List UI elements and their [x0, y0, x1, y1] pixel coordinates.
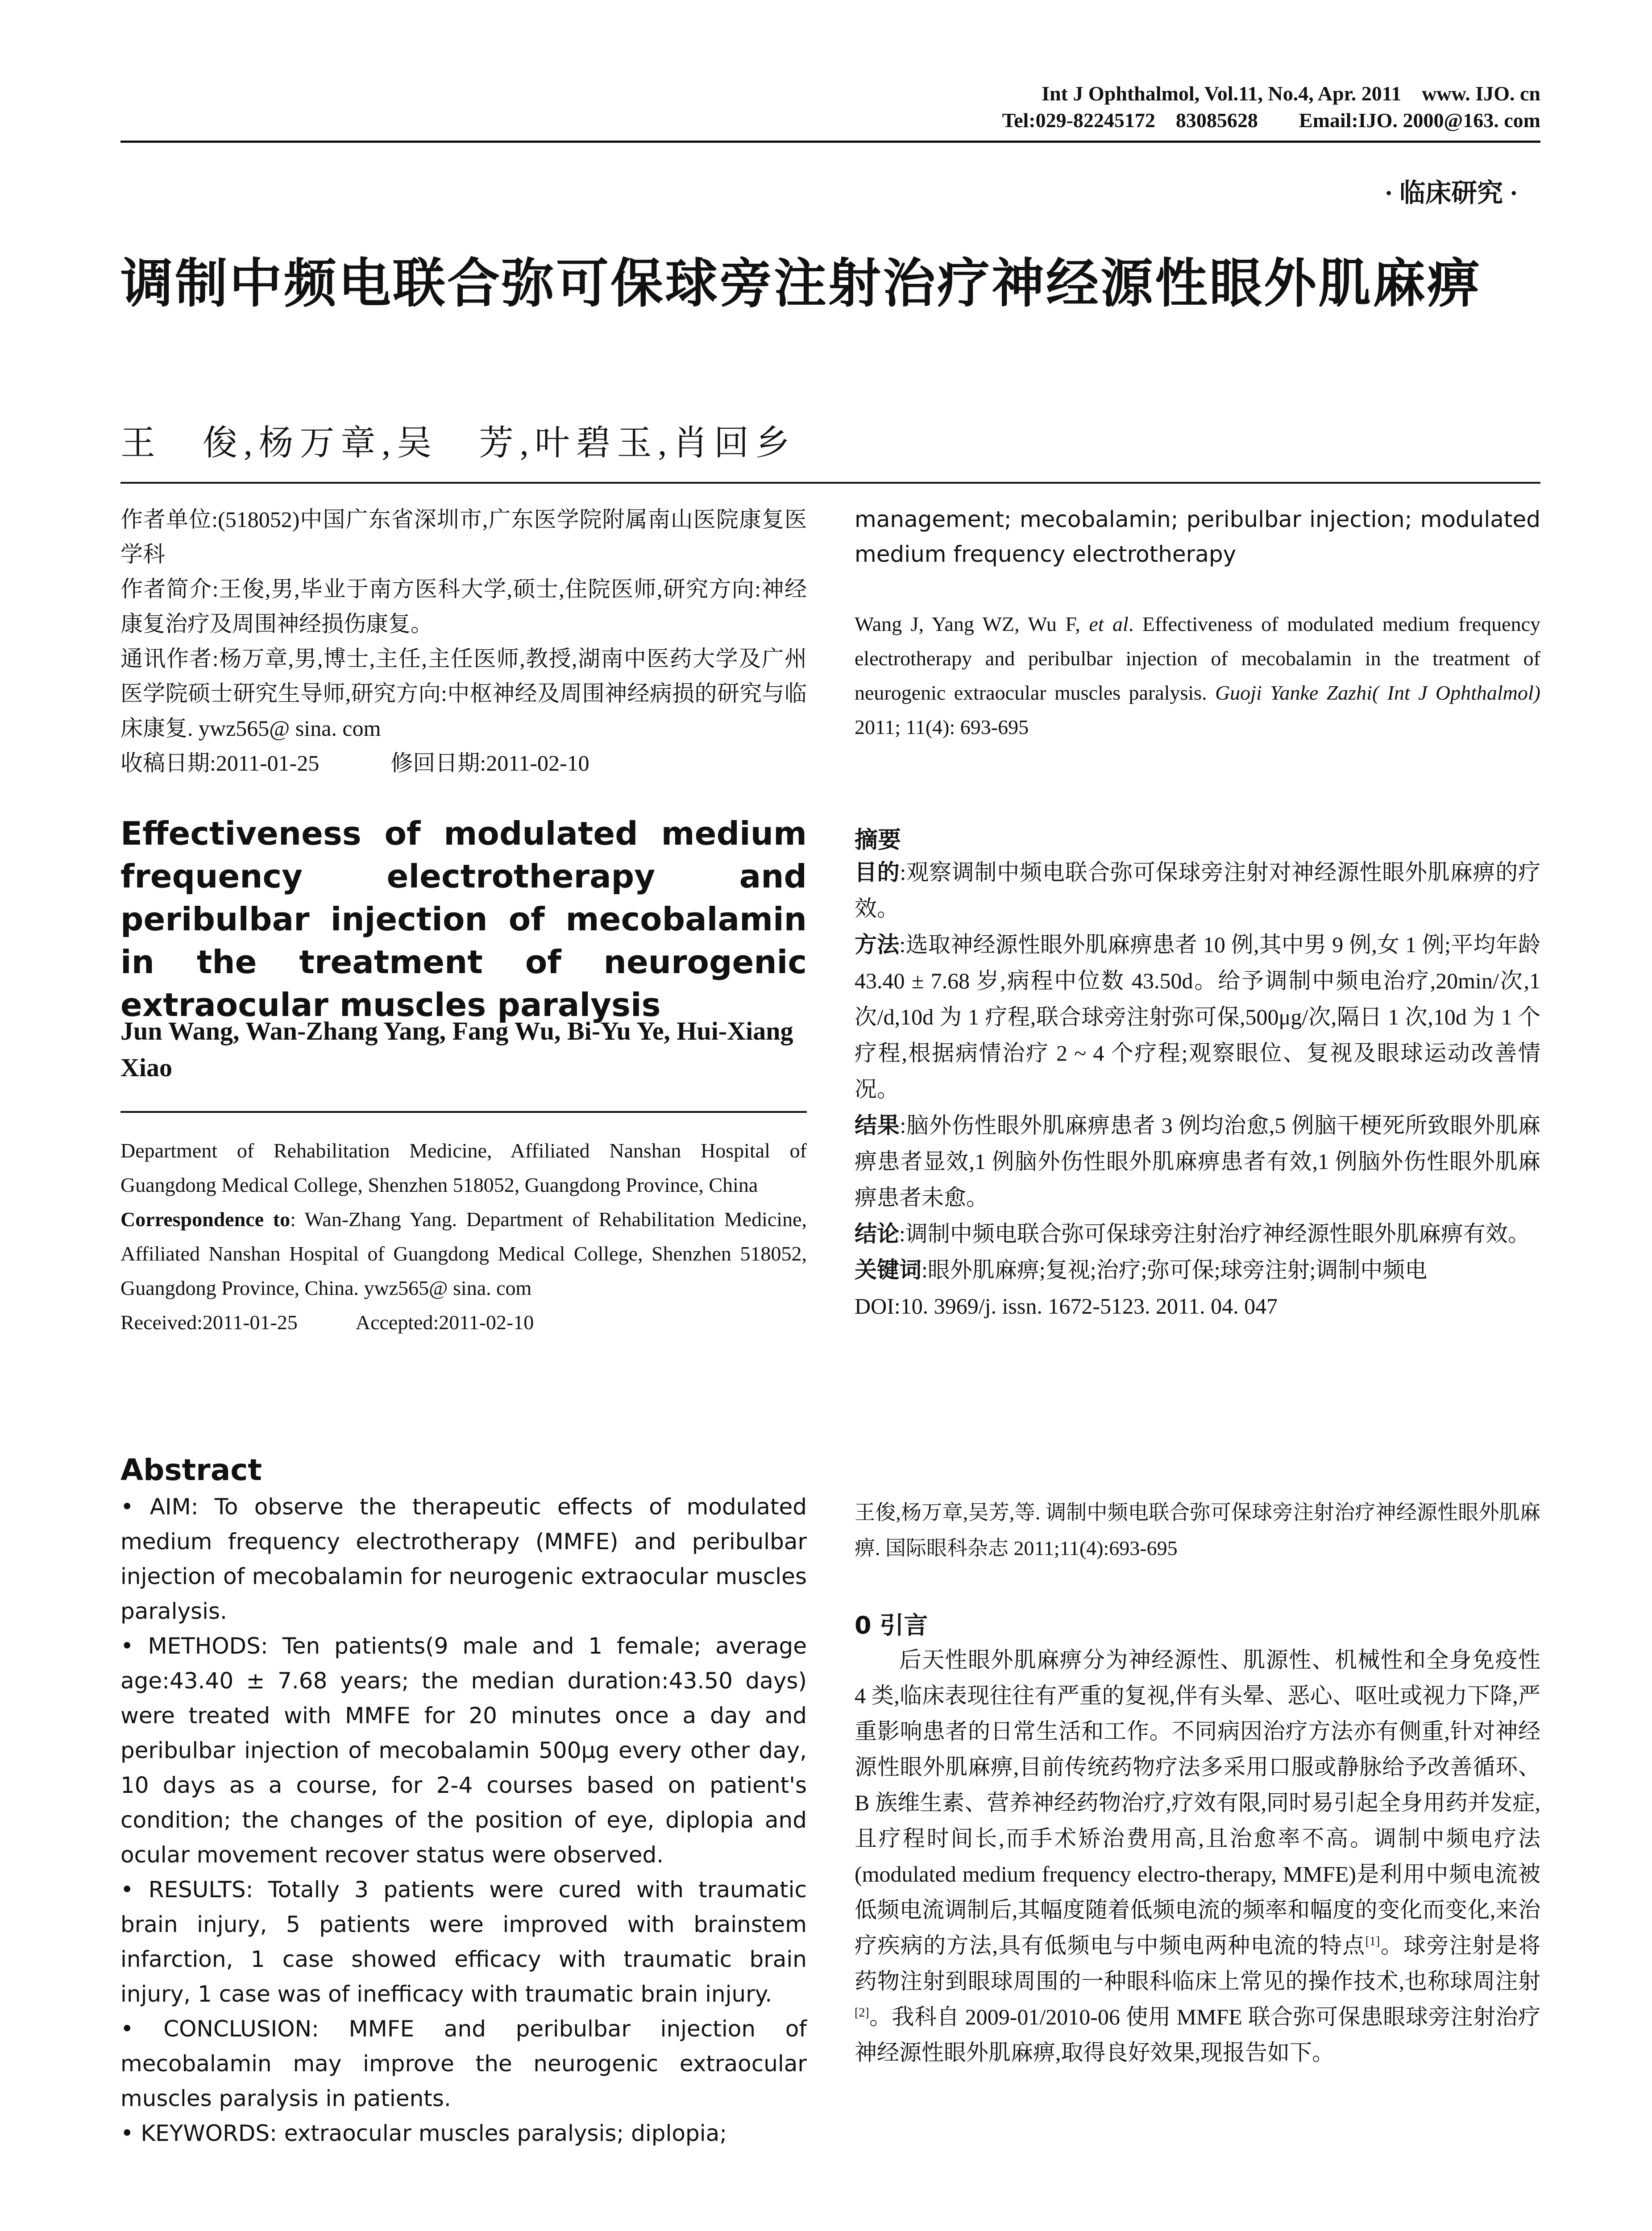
received-date-cn: 收稿日期:2011-01-25	[120, 751, 320, 775]
cn-methods-text: :选取神经源性眼外肌麻痹患者 10 例,其中男 9 例,女 1 例;平均年龄 43.40 ± 7.68 岁,病程中位数 43.50d。给予调制中频电治疗,20min/次,1 次/d,10d 为 1 疗程,联合球旁注射弥可保,500μg/次,隔日 1 次,10d 为 1 个疗程,根据病情治疗 2 ~ 4 个疗程;观察眼位、复视及眼球运动改善情况。	[855, 932, 1540, 1102]
authors-cn: 王 俊,杨万章,吴 芳,叶碧玉,肖回乡	[120, 423, 797, 462]
correspondence	[120, 1202, 807, 1305]
citation-en	[855, 607, 1540, 744]
intro-paragraph	[855, 1642, 1540, 2070]
english-affiliation-block	[120, 1133, 807, 1339]
english-title: Effectiveness of modulated medium frequency electrotherapy and peribulbar injection of mecobalamin in the treatment of neurogenic extraocular muscles paralysis	[120, 815, 807, 1024]
citation-tail: 2011; 11(4): 693-695	[855, 716, 1029, 738]
left-column	[120, 502, 807, 780]
cn-results-label: 结果	[855, 1112, 900, 1138]
correspondence-label: Correspondence to	[120, 1208, 291, 1231]
revised-date-cn: 修回日期:2011-02-10	[390, 751, 589, 775]
cn-keywords-text: :眼外肌麻痹;复视;治疗;弥可保;球旁注射;调制中频电	[921, 1257, 1428, 1282]
abstract-conclusion: • CONCLUSION: MMFE and peribulbar injection of mecobalamin may improve the neurogenic extraocular muscles paralysis in patients.	[120, 2016, 807, 2111]
header-rule	[120, 141, 1540, 143]
cn-citation: 王俊,杨万章,吴芳,等. 调制中频电联合弥可保球旁注射治疗神经源性眼外肌麻痹. 国际眼科杂志 2011;11(4):693-695	[855, 1501, 1540, 1559]
doi: DOI:10. 3969/j. issn. 1672-5123. 2011. 04. 047	[855, 1294, 1278, 1319]
intro-heading: 0 引言	[855, 1611, 928, 1639]
abstract-aim: • AIM: To observe the therapeutic effects of modulated medium frequency electrotherapy (MMFE) and peribulbar injection of mecobalamin for neurogenic extraocular muscles paralysis.	[120, 1494, 807, 1624]
citation-etal: et al	[1089, 613, 1129, 635]
title-rule	[120, 482, 1540, 484]
keywords-continued: management; mecobalamin; peribulbar injection; modulated medium frequency electrotherapy	[855, 506, 1540, 567]
intro-text-3: 。我科自 2009-01/2010-06 使用 MMFE 联合弥可保患眼球旁注射治疗神经源性眼外肌麻痹,取得良好效果,现报告如下。	[855, 2004, 1540, 2065]
english-affiliation: Department of Rehabilitation Medicine, Affiliated Nanshan Hospital of Guangdong Medical College, Shenzhen 518052, Guangdong Province, China	[120, 1139, 807, 1196]
english-authors: Jun Wang, Wan-Zhang Yang, Fang Wu, Bi-Yu Ye, Hui-Xiang Xiao	[120, 1016, 793, 1082]
dates-cn	[120, 746, 807, 780]
affiliation-unit: 作者单位:(518052)中国广东省深圳市,广东医学院附属南山医院康复医学科	[120, 507, 807, 567]
corresponding-author-cn: 通讯作者:杨万章,男,博士,主任,主任医师,教授,湖南中医药大学及广州医学院硕士研究生导师,研究方向:中枢神经及周围神经病损的研究与临床康复. ywz565@ sina. com	[120, 646, 807, 741]
cn-results-text: :脑外伤性眼外肌麻痹患者 3 例均治愈,5 例脑干梗死所致眼外肌麻痹患者显效,1 例脑外伤性眼外肌麻痹患者有效,1 例脑外伤性眼外肌麻痹患者未愈。	[855, 1113, 1541, 1210]
abstract-keywords: • KEYWORDS: extraocular muscles paralysis; diplopia;	[120, 2120, 727, 2146]
contact-line: Tel:029-82245172 83085628 Email:IJO. 2000@163. com	[1002, 109, 1540, 132]
intro-text-1: 后天性眼外肌麻痹分为神经源性、肌源性、机械性和全身免疫性 4 类,临床表现往往有严重的复视,伴有头晕、恶心、呕吐或视力下降,严重影响患者的日常生活和工作。不同病因治疗方法亦有侧重,针对神经源性眼外肌麻痹,目前传统药物疗法多采用口服或静脉给予改善循环、B 族维生素、营养神经药物治疗,疗效有限,同时易引起全身用药并发症,且疗程时间长,而手术矫治费用高,且治愈率不高。调制中频电疗法(modulated medium frequency electro-therapy, MMFE)是利用中频电流被低频电流调制后,其幅度随着低频电流的频率和幅度的变化而变化,来治疗疾病的方法,具有低频电与中频电两种电流的特点	[855, 1647, 1540, 1958]
authors-rule	[120, 1111, 807, 1113]
cn-abstract-heading: 摘要	[855, 827, 901, 854]
intro-text-2: 。球旁注射是将药物注射到眼球周围的一种眼科临床上常见的操作技术,也称球周注射	[855, 1933, 1541, 1994]
abstract-results: • RESULTS: Totally 3 patients were cured with traumatic brain injury, 5 patients were improved with brainstem infarction, 1 case showed efficacy with traumatic brain injury, 1 case was of inefficacy with traumatic brain injury.	[120, 1877, 807, 2007]
page-title: 调制中频电联合弥可保球旁注射治疗神经源性眼外肌麻痹	[120, 253, 1482, 314]
reference-2: [2]	[855, 2006, 869, 2020]
cn-abstract	[855, 854, 1540, 1324]
citation-body: . Effectiveness of modulated medium frequency electrotherapy and peribulbar injection of mecobalamin in the treatment of neurogenic extraocular muscles paralysis.	[855, 613, 1540, 704]
cn-abstract-objective	[855, 854, 1540, 927]
cn-objective-text: :观察调制中频电联合弥可保球旁注射对神经源性眼外肌麻痹的疗效。	[855, 860, 1541, 921]
cn-abstract-results	[855, 1107, 1540, 1216]
abstract-heading: Abstract	[120, 1453, 262, 1487]
cn-abstract-methods	[855, 927, 1540, 1107]
cn-conclusion-label: 结论	[855, 1221, 899, 1247]
author-bio: 作者简介:王俊,男,毕业于南方医科大学,硕士,住院医师,研究方向:神经康复治疗及周围神经损伤康复。	[120, 576, 807, 636]
received-date-en: Received:2011-01-25	[120, 1311, 298, 1334]
cn-abstract-keywords	[855, 1252, 1540, 1288]
abstract-methods: • METHODS: Ten patients(9 male and 1 female; average age:43.40 ± 7.68 years; the median duration:43.50 days) were treated with MMFE for 20 minutes once a day and peribulbar injection of mecobalamin 500μg every other day, 10 days as a course, for 2-4 courses based on patient's condition; the changes of the position of eye, diplopia and ocular movement recover status were observed.	[120, 1633, 807, 1868]
affiliation-cn	[120, 502, 807, 780]
cn-conclusion-text: :调制中频电联合弥可保球旁注射治疗神经源性眼外肌麻痹有效。	[899, 1221, 1530, 1246]
accepted-date-en: Accepted:2011-02-10	[355, 1311, 534, 1334]
citation-journal: Guoji Yanke Zazhi( Int J Ophthalmol)	[1215, 681, 1540, 704]
cn-keywords-label: 关键词	[855, 1257, 921, 1283]
english-abstract	[120, 1489, 807, 2151]
dates-en	[120, 1305, 807, 1339]
journal-header	[1002, 80, 1540, 134]
correspondence-text: : Wan-Zhang Yang. Department of Rehabilitation Medicine, Affiliated Nanshan Hospital of Guangdong Medical College, Shenzhen 518052, Guangdong Province, China. ywz565@ sina. com	[120, 1208, 807, 1299]
section-tag: · 临床研究 ·	[1384, 178, 1518, 207]
cn-objective-label: 目的	[855, 859, 900, 885]
citation-authors: Wang J, Yang WZ, Wu F,	[855, 613, 1089, 635]
journal-line: Int J Ophthalmol, Vol.11, No.4, Apr. 2011 www. IJO. cn	[1042, 82, 1540, 105]
reference-1: [1]	[1365, 1934, 1380, 1949]
cn-methods-label: 方法	[855, 932, 900, 958]
cn-abstract-conclusion	[855, 1216, 1540, 1252]
